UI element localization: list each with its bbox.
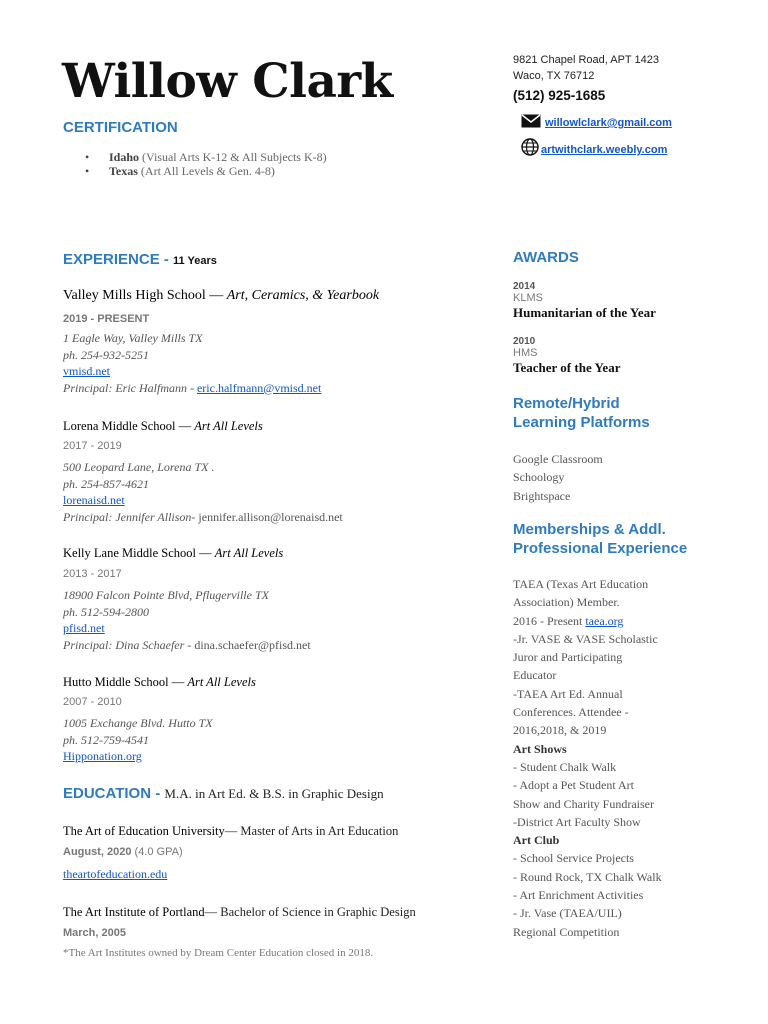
job-phone: ph. 512-594-2800 [63,604,149,619]
job-title: Hutto Middle School — Art All Levels [63,675,256,689]
membership-line: - School Service Projects [513,851,634,866]
platforms-heading: Remote/Hybrid Learning Platforms [513,395,650,431]
job-address: 1005 Exchange Blvd. Hutto TX [63,716,213,730]
job-principal: Principal: Eric Halfmann - eric.halfmann@vmisd.net [63,380,322,395]
membership-line: - Jr. Vase (TAEA/UIL) [513,906,622,921]
award-item [513,281,656,321]
job-details [63,715,213,765]
education-school: The Art of Education University— Master of Arts in Art Education [63,824,399,838]
job-dates: 2019 - PRESENT [63,313,150,325]
job-details [63,459,343,525]
membership-line: -Jr. VASE & VASE Scholastic [513,631,658,646]
membership-line: Educator [513,668,557,683]
job-website-link[interactable]: Hipponation.org [63,749,142,764]
job-phone: ph. 254-932-5251 [63,347,149,362]
experience-heading: EXPERIENCE - 11 Years [63,251,217,268]
education-note: *The Art Institutes owned by Dream Center Education closed in 2018. [63,947,374,959]
award-org: KLMS [513,292,543,304]
phone-number: (512) 925-1685 [513,88,606,103]
job-dates: 2017 - 2019 [63,440,122,452]
membership-subheading: Art Shows [513,741,567,756]
membership-line: - Student Chalk Walk [513,759,617,774]
education-date: March, 2005 [63,927,126,939]
address-line-2: Waco, TX 76712 [513,70,595,82]
job-website-link[interactable]: pfisd.net [63,621,105,636]
job-principal: Principal: Dina Schaefer - dina.schaefer@pfisd.net [63,637,311,652]
job-website-link[interactable]: lorenaisd.net [63,493,125,508]
award-title: Humanitarian of the Year [513,305,656,320]
education-date: August, 2020 (4.0 GPA) [63,846,183,858]
certification-list [85,150,327,178]
globe-icon [521,138,539,156]
membership-line: - Adopt a Pet Student Art [513,778,634,793]
certification-item: • Texas (Art All Levels & Gen. 4-8) [85,164,327,178]
membership-line: 2016,2018, & 2019 [513,723,607,738]
membership-line: TAEA (Texas Art Education [513,577,649,591]
awards-heading: AWARDS [513,249,579,266]
certification-item: • Idaho (Visual Arts K-12 & All Subjects K-8) [85,150,327,164]
membership-line: Juror and Participating [513,650,623,665]
memberships-list [513,575,662,941]
platform-item: Google Classroom [513,452,603,466]
job-phone: ph. 254-857-4621 [63,476,149,491]
award-year: 2010 [513,336,536,347]
education-school: The Art Institute of Portland— Bachelor of Science in Graphic Design [63,905,416,919]
education-website-link[interactable]: theartofeducation.edu [63,867,168,881]
website-link[interactable]: artwithclark.weebly.com [541,144,668,156]
job-dates: 2007 - 2010 [63,696,122,708]
address-line-1: 9821 Chapel Road, APT 1423 [513,54,659,66]
taea-link[interactable]: taea.org [585,613,624,628]
membership-line: Show and Charity Fundraiser [513,796,654,811]
platforms-list [513,450,603,505]
resume-name: Willow Clark [62,54,393,109]
membership-subheading: Art Club [513,833,560,848]
job-phone: ph. 512-759-4541 [63,732,149,747]
job-details [63,587,311,653]
memberships-heading: Memberships & Addl. Professional Experience [513,521,688,557]
membership-line: -TAEA Art Ed. Annual [513,686,623,701]
platform-item: Schoology [513,470,565,485]
membership-line: - Round Rock, TX Chalk Walk [513,869,662,884]
membership-line: - Art Enrichment Activities [513,888,644,903]
award-title: Teacher of the Year [513,360,621,375]
platform-item: Brightspace [513,488,571,503]
certification-heading: CERTIFICATION [63,119,178,136]
job-address: 1 Eagle Way, Valley Mills TX [63,331,203,345]
membership-line: -District Art Faculty Show [513,814,641,829]
job-website-link[interactable]: vmisd.net [63,364,110,379]
education-heading: EDUCATION - M.A. in Art Ed. & B.S. in Graphic Design [63,785,384,802]
principal-email-link[interactable]: eric.halfmann@vmisd.net [196,380,322,395]
award-year: 2014 [513,281,536,292]
job-dates: 2013 - 2017 [63,568,122,580]
email-link[interactable]: willowlclark@gmail.com [545,117,672,129]
envelope-icon [521,113,541,127]
job-title: Lorena Middle School — Art All Levels [63,419,263,433]
job-title: Kelly Lane Middle School — Art All Levels [63,546,284,560]
membership-line: Regional Competition [513,924,620,939]
job-address: 500 Leopard Lane, Lorena TX . [63,460,215,474]
award-item [513,336,620,376]
job-address: 18900 Falcon Pointe Blvd, Pflugerville TX [63,588,269,602]
job-details [63,330,321,396]
membership-line: 2016 - Present taea.org [513,613,624,628]
award-org: HMS [513,347,538,359]
job-principal: Principal: Jennifer Allison- jennifer.allison@lorenaisd.net [63,509,343,524]
membership-line: Conferences. Attendee - [513,705,629,720]
job-title: Valley Mills High School — Art, Ceramics, & Yearbook [63,288,380,303]
membership-line: Association) Member. [513,595,620,610]
